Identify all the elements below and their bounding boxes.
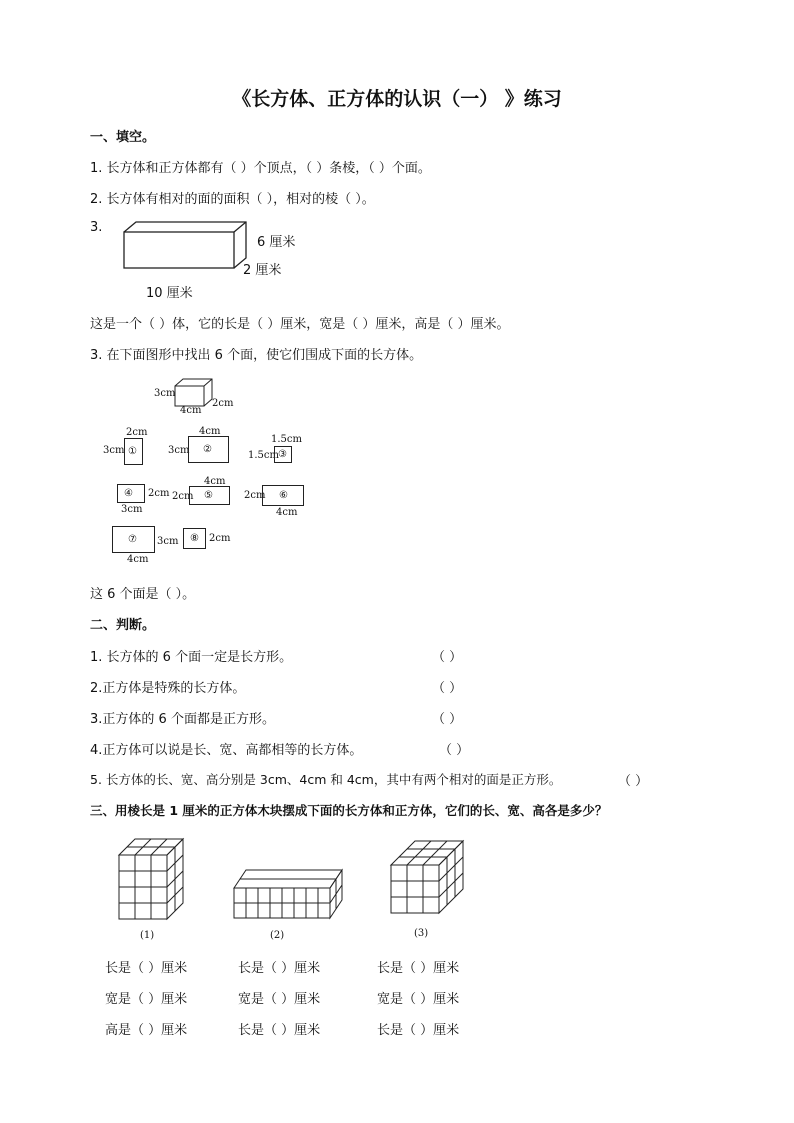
face-5-number: ⑤ [204,490,213,501]
section-2-heading: 二、判断。 [90,618,156,633]
answer-2-row-1: 长是（ ）厘米 [238,961,321,976]
face-3-number: ③ [278,449,287,460]
box-figure [174,378,214,408]
answer-2-row-3: 长是（ ）厘米 [238,1023,321,1038]
face-7-side-label: 3cm [157,536,179,547]
question-1-1: 1. 长方体和正方体都有（ ）个顶点，（ ）条棱，（ ）个面。 [90,161,431,176]
answer-3-row-2: 宽是（ ）厘米 [377,992,460,1007]
face-4-side-label: 2cm [148,488,170,499]
judge-item-1: 1. 长方体的 6 个面一定是长方形。 [90,650,293,665]
cuboid-length-label: 10 厘米 [146,286,193,301]
answer-3-row-1: 长是（ ）厘米 [377,961,460,976]
question-1-3-number: 3. [90,220,103,235]
judge-blank-4: （ ） [439,743,470,758]
face-4-number: ④ [124,488,133,499]
face-8-number: ⑧ [190,533,199,544]
question-1-2: 2. 长方体有相对的面的面积（ ），相对的棱（ ）。 [90,192,375,207]
judge-item-5: 5. 长方体的长、宽、高分别是 3cm、4cm 和 4cm，其中有两个相对的面是正方形。 [90,772,562,787]
face-5-side-label: 2cm [172,491,194,502]
face-6-bottom-label: 4cm [276,507,298,518]
cube-caption-1: (1) [140,930,155,941]
face-1-side-label: 3cm [103,445,125,456]
face-4-bottom-label: 3cm [121,504,143,515]
face-5-top-label: 4cm [204,476,226,487]
cuboid-height-label: 6 厘米 [257,235,296,250]
cube-stack-2 [233,866,343,920]
question-1-4: 3. 在下面图形中找出 6 个面，使它们围成下面的长方体。 [90,348,423,363]
face-7-number: ⑦ [128,534,137,545]
face-2-number: ② [203,444,212,455]
section-3-heading: 三、用棱长是 1 厘米的正方体木块摆成下面的长方体和正方体，它们的长、宽、高各是多少？ [90,803,608,818]
answer-1-row-3: 高是（ ）厘米 [105,1023,188,1038]
face-1-number: ① [128,446,137,457]
face-3-side-label: 1.5cm [248,450,279,461]
judge-blank-3: （ ） [432,712,463,727]
cuboid-width-label: 2 厘米 [243,263,282,278]
face-2-side-label: 3cm [168,445,190,456]
face-2-top-label: 4cm [199,426,221,437]
judge-item-4: 4.正方体可以说是长、宽、高都相等的长方体。 [90,743,363,758]
question-1-3-text: 这是一个（ ）体，它的长是（ ）厘米，宽是（ ）厘米，高是（ ）厘米。 [90,317,510,332]
judge-item-2: 2.正方体是特殊的长方体。 [90,681,246,696]
box-width-label: 4cm [180,405,202,416]
answer-1-row-1: 长是（ ）厘米 [105,961,188,976]
answer-3-row-3: 长是（ ）厘米 [377,1023,460,1038]
answer-2-row-2: 宽是（ ）厘米 [238,992,321,1007]
answer-1-row-2: 宽是（ ）厘米 [105,992,188,1007]
face-8-side-label: 2cm [209,533,231,544]
judge-blank-5: （ ） [618,774,649,789]
cube-stack-1 [118,838,184,924]
face-1-top-label: 2cm [126,427,148,438]
box-depth-label: 2cm [212,398,234,409]
face-3-top-label: 1.5cm [271,434,302,445]
page-title: 《长方体、正方体的认识（一） 》练习 [232,88,562,110]
judge-blank-2: （ ） [432,681,463,696]
question-1-4-answer: 这 6 个面是（ ）。 [90,587,196,602]
judge-blank-1: （ ） [432,650,463,665]
face-7-bottom-label: 4cm [127,554,149,565]
cube-caption-3: (3) [414,928,429,939]
box-height-label: 3cm [154,388,176,399]
face-6-number: ⑥ [279,490,288,501]
face-6-side-label: 2cm [244,490,266,501]
cuboid-figure [120,218,250,278]
cube-stack-3 [390,840,464,918]
judge-item-3: 3.正方体的 6 个面都是正方形。 [90,712,275,727]
cube-caption-2: (2) [270,930,285,941]
section-1-heading: 一、填空。 [90,130,156,145]
